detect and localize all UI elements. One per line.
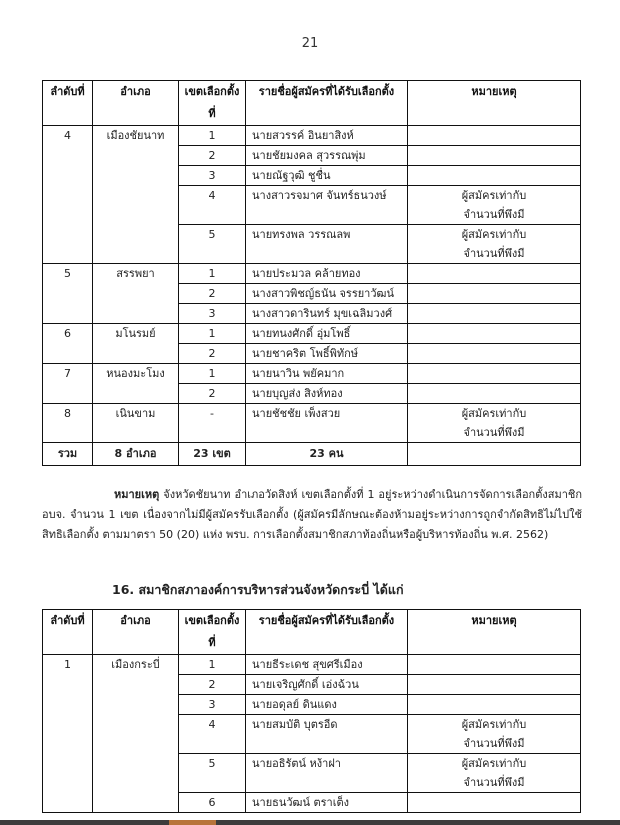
zone-cell: 1 (179, 264, 246, 284)
remark-cell (408, 344, 581, 364)
zone-cell: 4 (179, 715, 246, 754)
zone-cell: 2 (179, 284, 246, 304)
zone-cell: 4 (179, 186, 246, 225)
remark-cell-line1: ผู้สมัครเท่ากับ (408, 715, 581, 735)
remark-cell (408, 324, 581, 344)
candidate-cell: นางสาวพิชญ์ธนัน จรรยาวัฒน์ (246, 284, 408, 304)
remark-cell-line1: ผู้สมัครเท่ากับ (408, 404, 581, 424)
zone-cell: 2 (179, 384, 246, 404)
table-row (43, 404, 581, 424)
candidate-cell: นายธีระเดช สุขศรีเมือง (246, 655, 408, 675)
note-text: จังหวัดชัยนาท อำเภอวัดสิงห์ เขตเลือกตั้งที่ 1 อยู่ระหว่างดำเนินการจัดการเลือกตั้งสมาชิก อบจ. จำนวน 1 เขต เนื่องจากไม่มีผู้สมัครรับเลือกตั้ง (ผู้สมัครมีลักษณะต้องห้ามอยู่ระหว่างการถูกจำกัดสิทธิไม่ไปใช้สิทธิเลือกตั้ง ตามมาตรา 50 (20) แห่ง พรบ. การเลือกตั้งสมาชิกสภาท้องถิ่นหรือผู้บริหารท้องถิ่น พ.ศ. 2562) (42, 488, 583, 541)
remark-cell-line2: จำนวนที่พึงมี (408, 244, 581, 264)
candidate-cell: นายสมบัติ บุตรอีด (246, 715, 408, 754)
note-paragraph (42, 485, 582, 545)
remark-cell (408, 695, 581, 715)
candidate-cell: นายสวรรค์ อินยาสิงห์ (246, 126, 408, 146)
table-row (43, 324, 581, 344)
order-cell: 7 (43, 364, 93, 404)
zone-cell: 1 (179, 655, 246, 675)
header-zone: เขตเลือกตั้งที่ (179, 81, 246, 126)
order-cell: 8 (43, 404, 93, 443)
order-cell: 1 (43, 655, 93, 813)
zone-cell: 6 (179, 793, 246, 813)
candidate-cell: นายชาคริต โพธิ์พิทักษ์ (246, 344, 408, 364)
table-row (43, 126, 581, 146)
total-row (43, 443, 581, 466)
election-results-table-krabi (42, 609, 581, 813)
header-zone: เขตเลือกตั้งที่ (179, 610, 246, 655)
remark-cell-line2: จำนวนที่พึงมี (408, 773, 581, 793)
zone-cell: 3 (179, 695, 246, 715)
total-zones: 23 เขต (179, 443, 246, 466)
candidate-cell: นายเจริญศักดิ์ เอ่งฉ้วน (246, 675, 408, 695)
election-results-table-chainat (42, 80, 581, 466)
remark-cell (408, 146, 581, 166)
table-row (43, 364, 581, 384)
remark-cell (408, 675, 581, 695)
header-district: อำเภอ (93, 81, 179, 126)
table-row (43, 655, 581, 675)
remark-cell (408, 655, 581, 675)
section-title: 16. สมาชิกสภาองค์การบริหารส่วนจังหวัดกระบี่ ได้แก่ (112, 582, 404, 597)
zone-cell: 1 (179, 324, 246, 344)
zone-cell: - (179, 404, 246, 443)
remark-cell-line2: จำนวนที่พึงมี (408, 205, 581, 225)
page-number: 21 (301, 36, 319, 51)
candidate-cell: นายนาวิน พยัคมาก (246, 364, 408, 384)
zone-cell: 5 (179, 754, 246, 793)
remark-cell (408, 793, 581, 813)
remark-cell (408, 126, 581, 146)
scrollbar-thumb[interactable] (169, 820, 216, 825)
remark-cell-line1: ผู้สมัครเท่ากับ (408, 186, 581, 206)
zone-cell: 1 (179, 364, 246, 384)
header-candidate: รายชื่อผู้สมัครที่ได้รับเลือกตั้ง (246, 610, 408, 655)
candidate-cell: นายอธิรัตน์ หง้าฝา (246, 754, 408, 793)
note-label: หมายเหตุ (114, 488, 160, 501)
total-remark (408, 443, 581, 466)
remark-cell-line1: ผู้สมัครเท่ากับ (408, 754, 581, 774)
remark-cell-line2: จำนวนที่พึงมี (408, 423, 581, 443)
total-districts: 8 อำเภอ (93, 443, 179, 466)
remark-cell (408, 304, 581, 324)
header-candidate: รายชื่อผู้สมัครที่ได้รับเลือกตั้ง (246, 81, 408, 126)
candidate-cell: นายชัยมงคล สุวรรณพุ่ม (246, 146, 408, 166)
remark-cell-line1: ผู้สมัครเท่ากับ (408, 225, 581, 245)
zone-cell: 5 (179, 225, 246, 264)
remark-cell (408, 284, 581, 304)
candidate-cell: นายประมวล คล้ายทอง (246, 264, 408, 284)
district-cell: มโนรมย์ (93, 324, 179, 364)
remark-cell (408, 364, 581, 384)
remark-cell (408, 384, 581, 404)
zone-cell: 2 (179, 344, 246, 364)
zone-cell: 3 (179, 304, 246, 324)
header-remark: หมายเหตุ (408, 81, 581, 126)
candidate-cell: นางสาวรจมาศ จันทร์ธนวงษ์ (246, 186, 408, 225)
zone-cell: 2 (179, 675, 246, 695)
candidate-cell: นายอดุลย์ ดินแดง (246, 695, 408, 715)
remark-cell (408, 166, 581, 186)
horizontal-scrollbar[interactable] (0, 820, 620, 825)
candidate-cell: นายทรงพล วรรณลพ (246, 225, 408, 264)
zone-cell: 2 (179, 146, 246, 166)
header-remark: หมายเหตุ (408, 610, 581, 655)
total-persons: 23 คน (246, 443, 408, 466)
district-cell: หนองมะโมง (93, 364, 179, 404)
district-cell: เนินขาม (93, 404, 179, 443)
order-cell: 5 (43, 264, 93, 324)
order-cell: 4 (43, 126, 93, 264)
table-header-row (43, 610, 581, 655)
candidate-cell: นายบุญส่ง สิงห์ทอง (246, 384, 408, 404)
total-label: รวม (43, 443, 93, 466)
table-header-row (43, 81, 581, 126)
table-row (43, 264, 581, 284)
zone-cell: 3 (179, 166, 246, 186)
header-district: อำเภอ (93, 610, 179, 655)
candidate-cell: นายธนวัฒน์ ตราเต็ง (246, 793, 408, 813)
district-cell: เมืองชัยนาท (93, 126, 179, 264)
district-cell: สรรพยา (93, 264, 179, 324)
remark-cell (408, 264, 581, 284)
zone-cell: 1 (179, 126, 246, 146)
candidate-cell: นายณัฐวุฒิ ชูชื่น (246, 166, 408, 186)
remark-cell-line2: จำนวนที่พึงมี (408, 734, 581, 754)
candidate-cell: นายทนงศักดิ์ อุ่มโพธิ์ (246, 324, 408, 344)
order-cell: 6 (43, 324, 93, 364)
candidate-cell: นายชัชชัย เพ็งสวย (246, 404, 408, 443)
candidate-cell: นางสาวดารินทร์ มุขเฉลิมวงศ์ (246, 304, 408, 324)
district-cell: เมืองกระบี่ (93, 655, 179, 813)
header-order: ลำดับที่ (43, 81, 93, 126)
header-order: ลำดับที่ (43, 610, 93, 655)
